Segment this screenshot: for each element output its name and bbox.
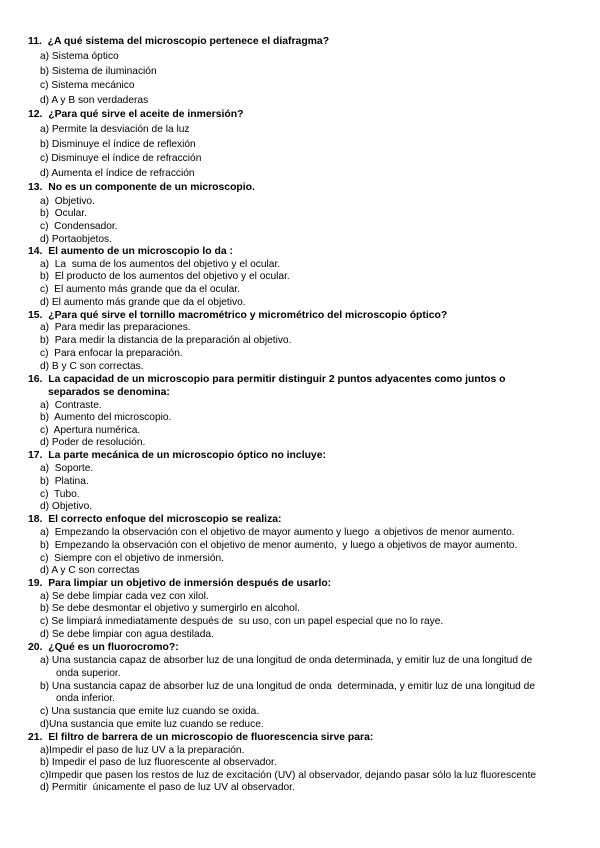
option-19d: d) Se debe limpiar con agua destilada. — [40, 629, 214, 640]
question-19: 19. Para limpiar un objetivo de inmersión después de usarlo: — [28, 578, 332, 589]
question-13: 13. No es un componente de un microscopio. — [28, 182, 255, 193]
option-21a: a)Impedir el paso de luz UV a la preparación. — [40, 745, 245, 756]
option-12c: c) Disminuye el índice de refracción — [40, 153, 202, 164]
option-11b: b) Sistema de iluminación — [40, 66, 157, 77]
option-12d: d) Aumenta el índice de refracción — [40, 168, 195, 179]
option-16d: d) Poder de resolución. — [40, 437, 146, 448]
option-20b-cont: onda inferior. — [56, 693, 115, 704]
option-14c: c) El aumento más grande que da el ocular. — [40, 284, 240, 295]
option-19a: a) Se debe limpiar cada vez con xilol. — [40, 591, 209, 602]
option-17c: c) Tubo. — [40, 489, 80, 500]
option-20b: b) Una sustancia capaz de absorber luz de una longitud de onda determinada, y emitir luz de una longitud de — [40, 681, 535, 692]
option-18d: d) A y C son correctas — [40, 565, 140, 576]
option-15b: b) Para medir la distancia de la preparación al objetivo. — [40, 335, 292, 346]
question-12: 12. ¿Para qué sirve el aceite de inmersión? — [28, 109, 244, 120]
option-18a: a) Empezando la observación con el objetivo de mayor aumento y luego a objetivos de menor aumento. — [40, 527, 515, 538]
option-15a: a) Para medir las preparaciones. — [40, 322, 191, 333]
option-19b: b) Se debe desmontar el objetivo y sumergirlo en alcohol. — [40, 603, 300, 614]
option-20a: a) Una sustancia capaz de absorber luz de una longitud de onda determinada, y emitir luz de una longitud de — [40, 655, 533, 666]
question-17: 17. La parte mecánica de un microscopio óptico no incluye: — [28, 450, 326, 461]
option-16c: c) Apertura numérica. — [40, 425, 141, 436]
question-20: 20. ¿Qué es un fluorocromo?: — [28, 642, 179, 653]
option-16a: a) Contraste. — [40, 400, 102, 411]
option-17d: d) Objetivo. — [40, 501, 93, 512]
option-20d: d)Una sustancia que emite luz cuando se reduce. — [40, 719, 264, 730]
option-21b: b) Impedir el paso de luz fluorescente al observador. — [40, 757, 277, 768]
option-21d: d) Permitir únicamente el paso de luz UV al observador. — [40, 782, 295, 793]
option-20c: c) Una sustancia que emite luz cuando se oxida. — [40, 706, 260, 717]
option-17b: b) Platina. — [40, 476, 89, 487]
question-18: 18. El correcto enfoque del microscopio se realiza: — [28, 514, 282, 525]
option-12a: a) Permite la desviación de la luz — [40, 124, 190, 135]
question-15: 15. ¿Para qué sirve el tornillo macrométrico y micrométrico del microscopio óptico? — [28, 310, 448, 321]
option-13b: b) Ocular. — [40, 208, 87, 219]
option-18c: c) Siempre con el objetivo de inmersión. — [40, 553, 225, 564]
option-14a: a) La suma de los aumentos del objetivo y el ocular. — [40, 259, 281, 270]
option-13d: d) Portaobjetos. — [40, 234, 112, 245]
option-13a: a) Objetivo. — [40, 196, 95, 207]
question-16: 16. La capacidad de un microscopio para permitir distinguir 2 puntos adyacentes como juntos o — [28, 374, 506, 385]
option-17a: a) Soporte. — [40, 463, 94, 474]
option-14d: d) El aumento más grande que da el objetivo. — [40, 297, 246, 308]
question-11: 11. ¿A qué sistema del microscopio pertenece el diafragma? — [28, 36, 330, 47]
option-13c: c) Condensador. — [40, 221, 118, 232]
question-14: 14. El aumento de un microscopio lo da : — [28, 246, 233, 257]
option-15d: d) B y C son correctas. — [40, 361, 144, 372]
question-21: 21. El filtro de barrera de un microscopio de fluorescencia sirve para: — [28, 732, 374, 743]
option-20a-cont: onda superior. — [56, 668, 121, 679]
question-16-cont: separados se denomina: — [48, 387, 170, 398]
option-11a: a) Sistema óptico — [40, 51, 119, 62]
option-11c: c) Sistema mecánico — [40, 80, 135, 91]
option-14b: b) El producto de los aumentos del objetivo y el ocular. — [40, 271, 290, 282]
option-16b: b) Aumento del microscopio. — [40, 412, 172, 423]
option-18b: b) Empezando la observación con el objetivo de menor aumento, y luego a objetivos de mayor aumento. — [40, 540, 518, 551]
option-12b: b) Disminuye el índice de reflexión — [40, 139, 196, 150]
option-19c: c) Se limpiará inmediatamente después de su uso, con un papel especial que no lo raye. — [40, 616, 444, 627]
option-21c: c)Impedir que pasen los restos de luz de excitación (UV) al observador, dejando pasar sólo la luz fluorescente — [40, 770, 537, 781]
option-11d: d) A y B son verdaderas — [40, 95, 149, 106]
option-15c: c) Para enfocar la preparación. — [40, 348, 183, 359]
